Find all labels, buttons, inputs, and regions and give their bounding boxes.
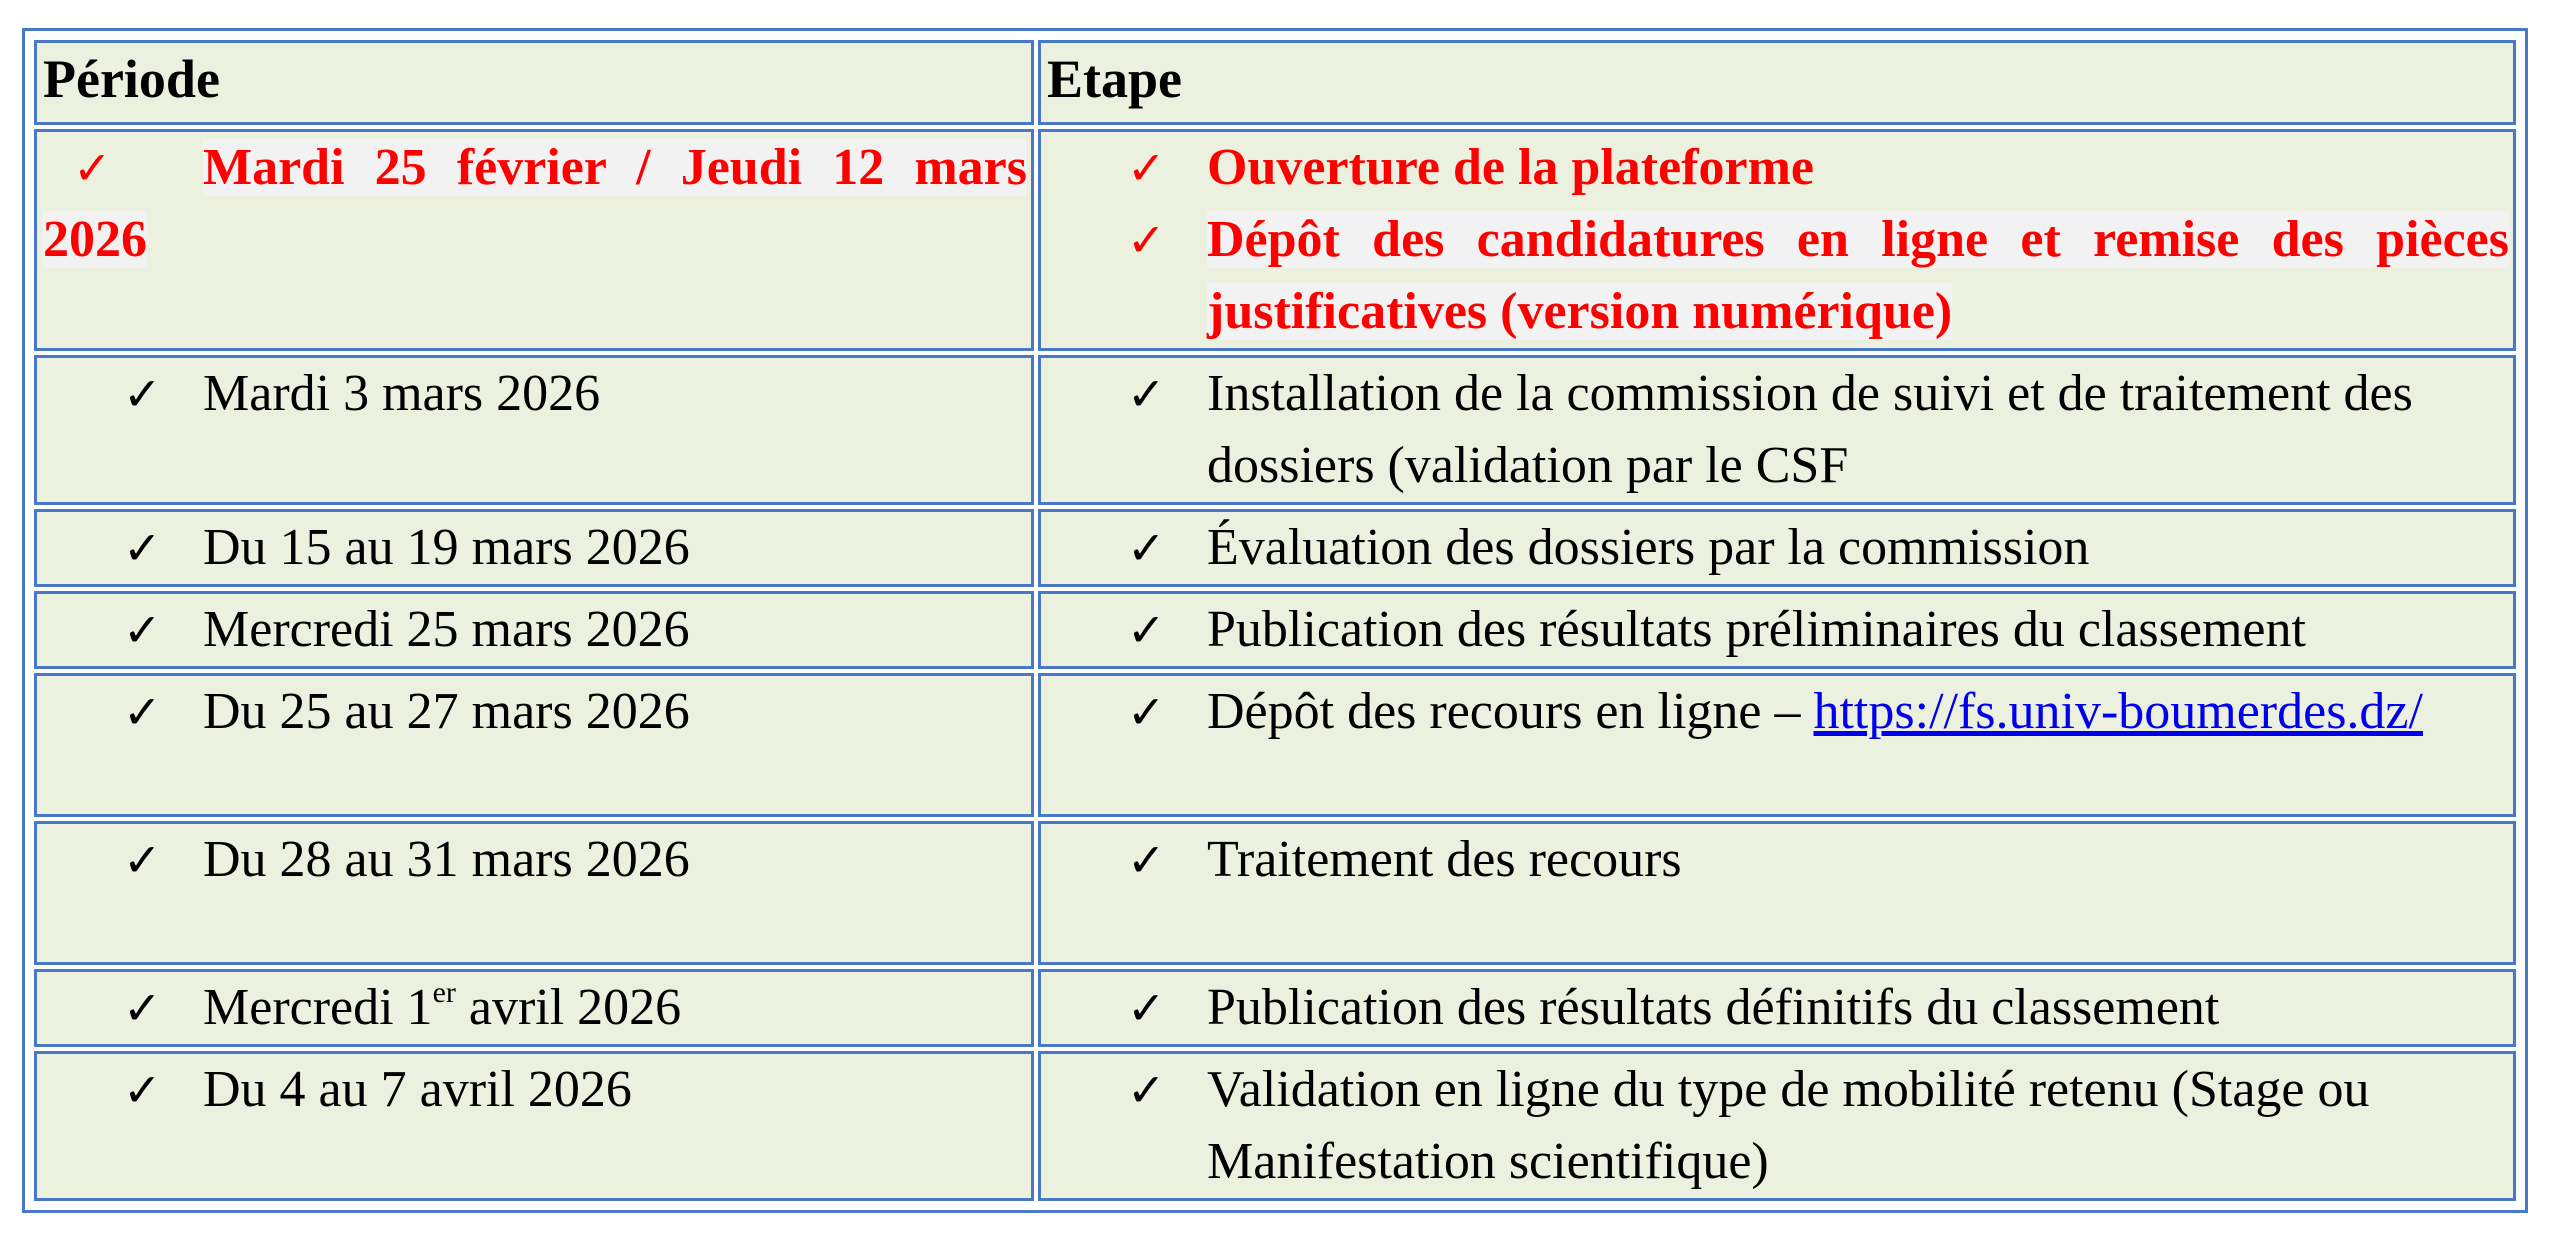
periode-cell [34, 509, 1034, 587]
etape-item [1047, 1054, 2509, 1198]
check-icon: ✓ [1127, 1063, 1166, 1117]
check-icon: ✓ [1127, 833, 1166, 887]
etape-text: Publication des résultats définitifs du classement [1207, 979, 2220, 1036]
check-icon: ✓ [1127, 685, 1166, 739]
etape-cell [1038, 1051, 2516, 1201]
etape-cell [1038, 969, 2516, 1047]
table-row [34, 509, 2516, 587]
etape-item [1047, 512, 2509, 584]
schedule-table-frame [22, 28, 2528, 1213]
periode-cell [34, 355, 1034, 505]
etape-item [1047, 676, 2509, 748]
periode-item [43, 824, 1027, 896]
periode-text: Mardi 3 mars 2026 [203, 365, 601, 422]
check-icon: ✓ [123, 1063, 162, 1117]
periode-superscript: er [432, 975, 456, 1009]
table-row [34, 591, 2516, 669]
etape-text: Installation de la commission de suivi et de traitement des dossiers (validation par le CSF [1207, 365, 2413, 494]
etape-text: Dépôt des candidatures en ligne et remise des pièces justificatives (version numérique) [1207, 211, 2509, 340]
etape-item [1047, 594, 2509, 666]
table-row [34, 129, 2516, 351]
check-icon: ✓ [123, 521, 162, 575]
etape-item [1047, 824, 2509, 896]
etape-cell [1038, 509, 2516, 587]
periode-item [43, 972, 1027, 1044]
periode-text: Mardi 25 février / Jeudi 12 mars 2026 [43, 139, 1027, 268]
check-icon: ✓ [123, 833, 162, 887]
periode-item [43, 512, 1027, 584]
periode-text: Du 28 au 31 mars 2026 [203, 831, 690, 888]
periode-cell [34, 821, 1034, 965]
periode-text: Du 4 au 7 avril 2026 [203, 1061, 632, 1118]
table-row [34, 673, 2516, 817]
check-icon: ✓ [123, 603, 162, 657]
periode-cell [34, 673, 1034, 817]
etape-cell [1038, 591, 2516, 669]
table-row [34, 1051, 2516, 1201]
etape-item [1047, 972, 2509, 1044]
table-row [34, 355, 2516, 505]
schedule-table [30, 36, 2520, 1205]
check-icon: ✓ [1127, 367, 1166, 421]
periode-item [43, 1054, 1027, 1126]
check-icon: ✓ [1127, 981, 1166, 1035]
check-icon: ✓ [1127, 603, 1166, 657]
periode-item [43, 676, 1027, 748]
etape-item [1047, 358, 2509, 502]
etape-cell [1038, 673, 2516, 817]
periode-cell [34, 129, 1034, 351]
etape-item [1047, 132, 2509, 204]
check-icon: ✓ [1127, 213, 1166, 267]
recours-link[interactable]: https://fs.univ-boumerdes.dz/ [1813, 683, 2423, 740]
etape-text: Publication des résultats préliminaires du classement [1207, 601, 2306, 658]
periode-text-pre: Mercredi 1 [203, 979, 433, 1036]
etape-text: Évaluation des dossiers par la commission [1207, 519, 2090, 576]
etape-cell [1038, 355, 2516, 505]
periode-item [43, 132, 1027, 276]
periode-cell [34, 1051, 1034, 1201]
etape-text: Traitement des recours [1207, 831, 1682, 888]
periode-text-post: avril 2026 [455, 979, 682, 1036]
etape-item [1047, 204, 2509, 348]
periode-text: Mercredi 25 mars 2026 [203, 601, 690, 658]
check-icon: ✓ [1127, 521, 1166, 575]
periode-text: Du 25 au 27 mars 2026 [203, 683, 690, 740]
header-periode: Période [34, 40, 1034, 125]
check-icon: ✓ [123, 685, 162, 739]
check-icon: ✓ [123, 981, 162, 1035]
check-icon: ✓ [73, 141, 112, 195]
table-header-row [34, 40, 2516, 125]
header-etape: Etape [1038, 40, 2516, 125]
periode-cell [34, 969, 1034, 1047]
etape-cell [1038, 129, 2516, 351]
etape-text: Ouverture de la plateforme [1207, 139, 1814, 196]
periode-item [43, 594, 1027, 666]
table-row [34, 821, 2516, 965]
periode-item [43, 358, 1027, 430]
check-icon: ✓ [1127, 141, 1166, 195]
periode-text: Du 15 au 19 mars 2026 [203, 519, 690, 576]
check-icon: ✓ [123, 367, 162, 421]
table-row [34, 969, 2516, 1047]
etape-text: Dépôt des recours en ligne – [1207, 683, 1814, 740]
etape-cell [1038, 821, 2516, 965]
etape-text: Validation en ligne du type de mobilité retenu (Stage ou Manifestation scientifique) [1207, 1061, 2370, 1190]
periode-cell [34, 591, 1034, 669]
